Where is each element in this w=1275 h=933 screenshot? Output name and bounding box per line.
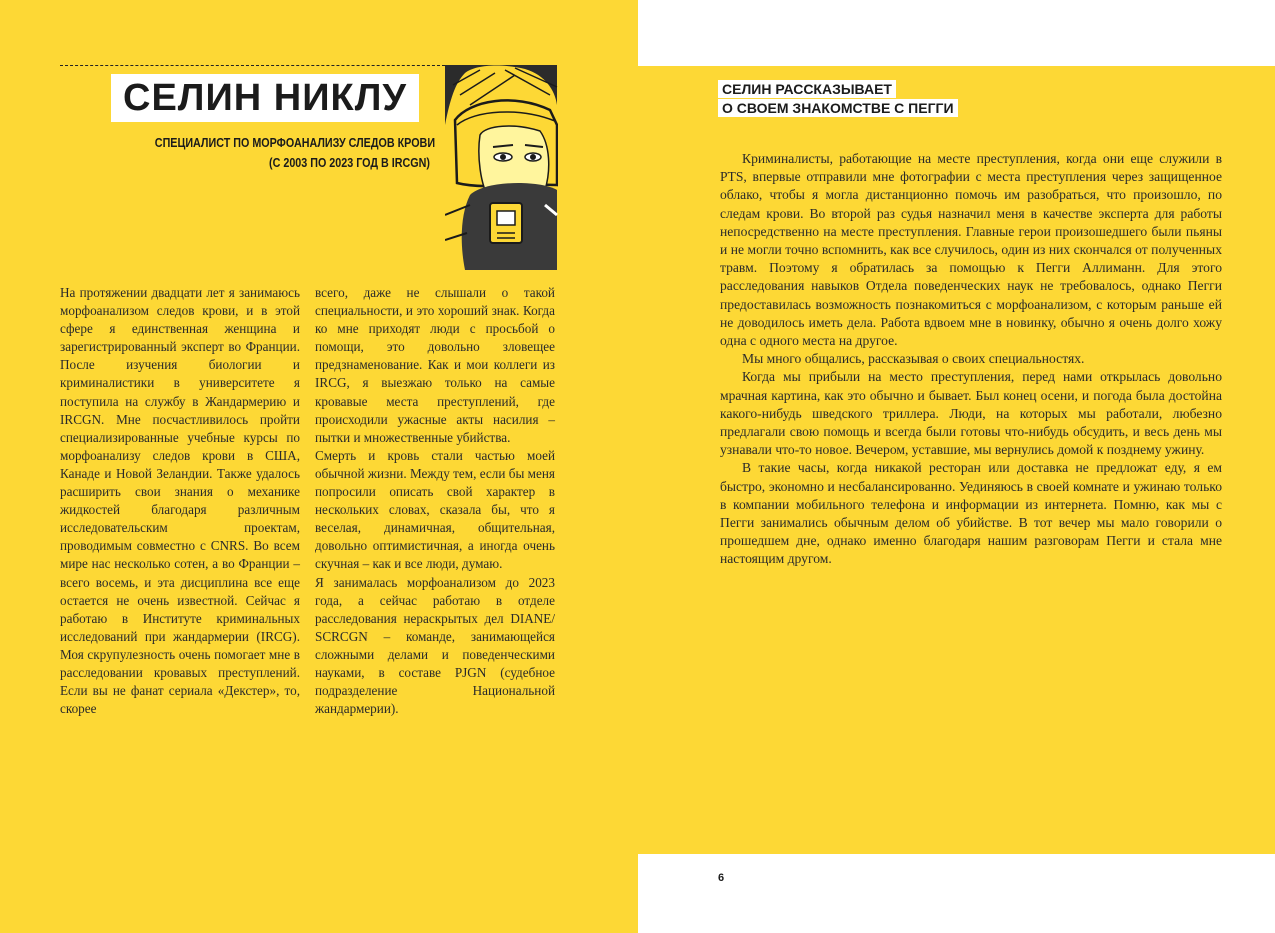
section-heading-line: СЕЛИН РАССКАЗЫВАЕТ (718, 80, 896, 98)
intro-paragraph: На протяжении двадцати лет я занимаюсь морфоанализом следов крови, и в этой сфере я единственная женщина и зарегистрированный эксперт во Франции. После изучения биологии и криминалистики в университете я поступила на службу в Жандармерию и IRCGN. Мне посчастливилось пройти специализированные учебные курсы по морфоанализу следов крови в США, Канаде и Новой Зеландии. Также удалось расширить свои знания о механике жидкостей благодаря различным исследовательским проектам, проводимым совместно с CNRS. Во всем мире нас несколько сотен, а во Франции – всего восемь, и эта дисциплина все еще остается не очень известной. Сейчас я работаю в Институте криминальных исследований при жандармерии (IRCG). Моя скрупулезность очень помогает мне в расследовании кровавых преступлений. Если вы не фанат сериала «Декстер», то, скорее (60, 285, 300, 717)
subtitle-line: СПЕЦИАЛИСТ ПО МОРФОАНАЛИЗУ СЛЕДОВ КРОВИ (154, 136, 436, 150)
section-heading (718, 80, 958, 118)
subtitle (154, 133, 436, 173)
page-number: 6 (718, 872, 725, 884)
page-title: СЕЛИН НИКЛУ (123, 76, 408, 119)
intro-paragraph: всего, даже не слышали о такой специальности, и это хороший знак. Когда ко мне приходят люди с просьбой о помощи, это довольно зловещее предзнаменование. Как и мои коллеги из IRCG, я выезжаю только на самые кровавые места преступлений, где происходили ужасные акты насилия – пытки и множественные убийства. (315, 285, 555, 445)
story-paragraph: Когда мы прибыли на место преступления, перед нами открылась довольно мрачная картина, как это обычно и бывает. Был конец осени, и погода была достойна какого-нибудь шведского триллера. Люди, на которых мы работали, любезно предлагали свою помощь и всегда были готовы что-нибудь обсудить, и весь день мы узнавали что-то новое. Вечером, уставшие, мы вернулись домой к позднему ужину. (720, 369, 1222, 458)
story-paragraph: Мы много общались, рассказывая о своих специальностях. (742, 351, 1085, 367)
intro-column-2 (315, 284, 555, 718)
intro-paragraph: Я занималась морфоанализом до 2023 года, а сейчас работаю в отделе расследования нераскрытых дел DIANE/ SCRCGN – команде, занимающейся сложными делами и поведенческими науками, в составе PJGN (судебное подразделение Национальной жандармерии). (315, 574, 555, 717)
section-heading-line: О СВОЕМ ЗНАКОМСТВЕ С ПЕГГИ (718, 99, 958, 117)
intro-paragraph: Смерть и кровь стали частью моей обычной жизни. Между тем, если бы меня попросили описать свой характер в нескольких словах, сказала бы, что я веселая, динамичная, общительная, довольно оптимистичная, а иногда очень скучная – как и все люди, думаю. (315, 447, 555, 572)
story-text (720, 150, 1222, 569)
intro-column-1 (60, 284, 300, 718)
story-paragraph: Криминалисты, работающие на месте преступления, когда они еще служили в PTS, впервые отправили мне фотографии с места преступления через защищенное облако, чтобы я могла дистанционно помочь им разобраться, что произошло, по следам крови. Во второй раз судья назначил меня в качестве эксперта для работы непосредственно на месте преступления. Главные герои произошедшего были пьяны и не могли точно вспомнить, как все случилось, один из них скончался от полученных травм. Поэтому я обратилась за помощью к Пегги Аллиманн. Для этого расследования навыков Отдела поведенческих наук не требовалось, однако Пегги предоставилась возможность познакомиться с морфоанализом, с которым раньше ей не доводилось иметь дела. Работа вдвоем мне в новинку, обычно я очень долго хожу одна с одного места на другое. (720, 151, 1222, 349)
title-box (111, 74, 419, 122)
dashed-divider (60, 65, 445, 66)
story-paragraph: В такие часы, когда никакой ресторан или доставка не предложат еду, я ем быстро, экономно и несбалансированно. Уединяюсь в своей комнате и ужинаю только в компании мобильного телефона и информации из интернета. Помню, как мы с Пегги занимались обычным делом об убийстве. В тот вечер мы мало говорили о прошедшем дне, однако именно благодаря нашим разговорам Пегги и стала мне настоящим другом. (720, 460, 1222, 567)
subtitle-line: (С 2003 ПО 2023 ГОД В IRCGN) (269, 156, 430, 170)
portrait-illustration-icon (445, 65, 558, 270)
